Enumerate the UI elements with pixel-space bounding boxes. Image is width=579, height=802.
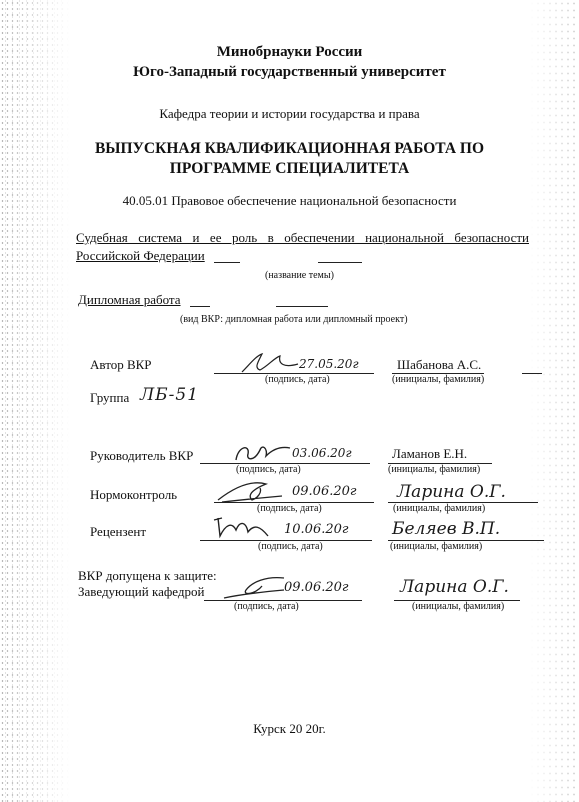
author-name: Шабанова А.С. [397, 357, 482, 372]
topic-line2: Российской Федерации [76, 248, 205, 263]
supervisor-signature-icon [232, 440, 292, 466]
university-name: Юго-Западный государственный университет [133, 64, 446, 80]
topic-underline-b [318, 262, 362, 263]
head-date: 09.06.20г [284, 580, 349, 595]
topic-line1: Судебная система и ее роль в обеспечении национальной безопасности [76, 230, 529, 245]
normcontrol-sign-caption: (подпись, дата) [257, 503, 322, 514]
group-value: ЛБ-51 [140, 385, 200, 405]
topic-caption: (название темы) [265, 270, 334, 281]
author-label: Автор ВКР [90, 357, 152, 372]
head-signature-icon [222, 572, 286, 600]
reviewer-sign-caption: (подпись, дата) [258, 541, 323, 552]
normcontrol-label: Нормоконтроль [90, 487, 178, 502]
head-sign-caption: (подпись, дата) [234, 601, 299, 612]
reviewer-name: Беляев В.П. [392, 519, 501, 539]
author-name-caption: (инициалы, фамилия) [392, 374, 485, 385]
admission-line: ВКР допущена к защите: [78, 568, 217, 583]
author-name-line-tail [522, 373, 542, 374]
normcontrol-date: 09.06.20г [292, 484, 357, 499]
normcontrol-name-caption: (инициалы, фамилия) [393, 503, 486, 514]
normcontrol-signature-icon [216, 478, 286, 506]
supervisor-date: 03.06.20г [292, 446, 352, 460]
author-signature-icon [240, 350, 300, 376]
head-name: Ларина О.Г. [400, 577, 509, 597]
city-year: Курск 20 20г. [253, 721, 326, 736]
head-of-department-label: Заведующий кафедрой [78, 584, 205, 599]
ministry-name: Минобрнауки России [216, 44, 363, 60]
reviewer-date: 10.06.20г [284, 522, 349, 537]
author-date: 27.05.20г [299, 357, 359, 371]
department-name: Кафедра теории и истории государства и права [159, 106, 420, 121]
normcontrol-name: Ларина О.Г. [397, 482, 506, 502]
group-label: Группа [90, 390, 130, 405]
work-title-line2: ПРОГРАММЕ СПЕЦИАЛИТЕТА [169, 160, 410, 177]
reviewer-signature-icon [212, 512, 274, 542]
reviewer-name-caption: (инициалы, фамилия) [390, 541, 483, 552]
work-type: Дипломная работа [78, 292, 181, 307]
head-name-caption: (инициалы, фамилия) [412, 601, 505, 612]
supervisor-sign-caption: (подпись, дата) [236, 464, 301, 475]
topic-underline-a [214, 262, 240, 263]
supervisor-name-caption: (инициалы, фамилия) [388, 464, 481, 475]
work-type-underline-b [276, 306, 328, 307]
supervisor-name: Ламанов Е.Н. [392, 446, 468, 461]
supervisor-label: Руководитель ВКР [90, 448, 194, 463]
work-title-line1: ВЫПУСКНАЯ КВАЛИФИКАЦИОННАЯ РАБОТА ПО [94, 140, 485, 157]
work-type-caption: (вид ВКР: дипломная работа или дипломный проект) [180, 314, 408, 325]
reviewer-label: Рецензент [90, 524, 147, 539]
specialty: 40.05.01 Правовое обеспечение национальной безопасности [122, 193, 457, 208]
work-type-underline-a [190, 306, 210, 307]
author-sign-caption: (подпись, дата) [265, 374, 330, 385]
